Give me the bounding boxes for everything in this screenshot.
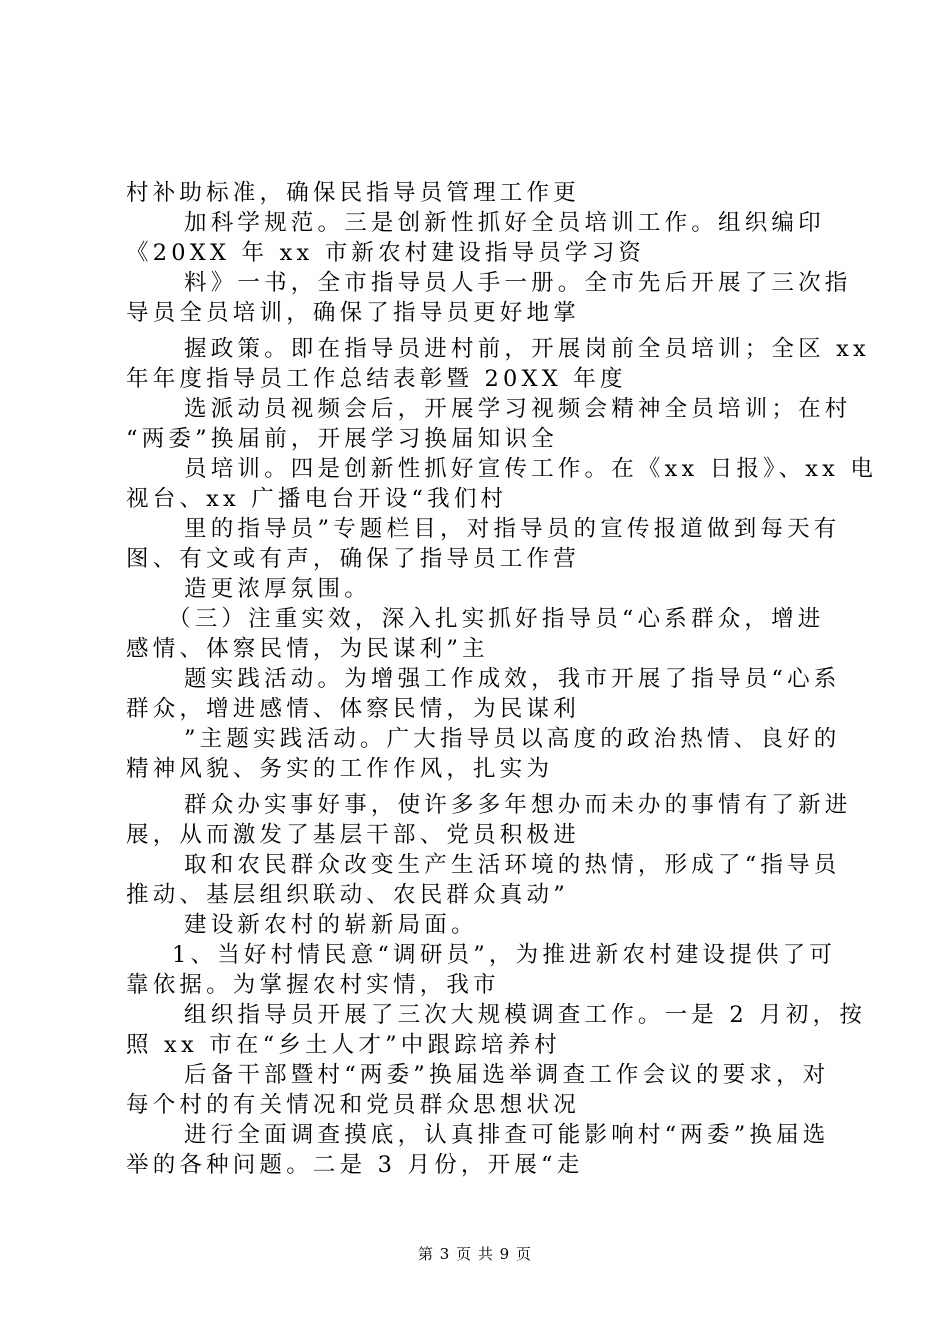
text-line: 照 xx 市在“乡土人才”中跟踪培养村 bbox=[126, 1032, 561, 1058]
text-line: （三）注重实效，深入扎实抓好指导员“心系群众，增进 bbox=[168, 606, 825, 632]
text-line: 群众，增进感情、体察民情，为民谋利 bbox=[126, 696, 580, 722]
text-line: 选派动员视频会后，开展学习视频会精神全员培训；在村 bbox=[184, 396, 852, 422]
text-line: 每个村的有关情况和党员群众思想状况 bbox=[126, 1092, 580, 1118]
text-line: 题实践活动。为增强工作成效，我市开展了指导员“心系 bbox=[184, 666, 841, 692]
text-line: 加科学规范。三是创新性抓好全员培训工作。组织编印 bbox=[184, 210, 825, 236]
text-line: 1、当好村情民意“调研员”，为推进新农村建设提供了可 bbox=[172, 942, 837, 968]
text-line: 《20XX 年 xx 市新农村建设指导员学习资 bbox=[126, 240, 646, 266]
text-line: 群众办实事好事，使许多多年想办而未办的事情有了新进 bbox=[184, 792, 852, 818]
text-line: 举的各种问题。二是 3 月份，开展“走 bbox=[126, 1152, 584, 1178]
text-line: 后备干部暨村“两委”换届选举调查工作会议的要求，对 bbox=[184, 1062, 830, 1088]
text-line: 造更浓厚氛围。 bbox=[184, 576, 371, 602]
text-line: 握政策。即在指导员进村前，开展岗前全员培训；全区 xx bbox=[184, 336, 870, 362]
text-line: 图、有文或有声，确保了指导员工作营 bbox=[126, 546, 580, 572]
text-line: 里的指导员”专题栏目，对指导员的宣传报道做到每天有 bbox=[184, 516, 841, 542]
page-number-footer: 第 3 页 共 9 页 bbox=[418, 1245, 532, 1263]
text-line: 靠依据。为掌握农村实情，我市 bbox=[126, 972, 500, 998]
text-line: “两委”换届前，开展学习换届知识全 bbox=[126, 426, 558, 452]
text-line: ”主题实践活动。广大指导员以高度的政治热情、良好的 bbox=[184, 726, 841, 752]
text-line: 员培训。四是创新性抓好宣传工作。在《xx 日报》、xx 电 bbox=[184, 456, 878, 482]
text-line: 建设新农村的崭新局面。 bbox=[184, 912, 478, 938]
text-line: 感情、体察民情，为民谋利”主 bbox=[126, 636, 489, 662]
text-line: 进行全面调查摸底，认真排查可能影响村“两委”换届选 bbox=[184, 1122, 830, 1148]
text-line: 村补助标准，确保民指导员管理工作更 bbox=[126, 180, 580, 206]
text-line: 取和农民群众改变生产生活环境的热情，形成了“指导员 bbox=[184, 852, 841, 878]
text-line: 组织指导员开展了三次大规模调查工作。一是 2 月初，按 bbox=[184, 1002, 867, 1028]
text-line: 导员全员培训，确保了指导员更好地掌 bbox=[126, 300, 580, 326]
text-line: 视台、xx 广播电台开设“我们村 bbox=[126, 486, 508, 512]
text-line: 精神风貌、务实的工作作风，扎实为 bbox=[126, 756, 554, 782]
text-line: 推动、基层组织联动、农民群众真动” bbox=[126, 882, 569, 908]
text-line: 展，从而激发了基层干部、党员积极进 bbox=[126, 822, 580, 848]
text-line: 料》一书，全市指导员人手一册。全市先后开展了三次指 bbox=[184, 270, 852, 296]
text-line: 年年度指导员工作总结表彰暨 20XX 年度 bbox=[126, 366, 627, 392]
